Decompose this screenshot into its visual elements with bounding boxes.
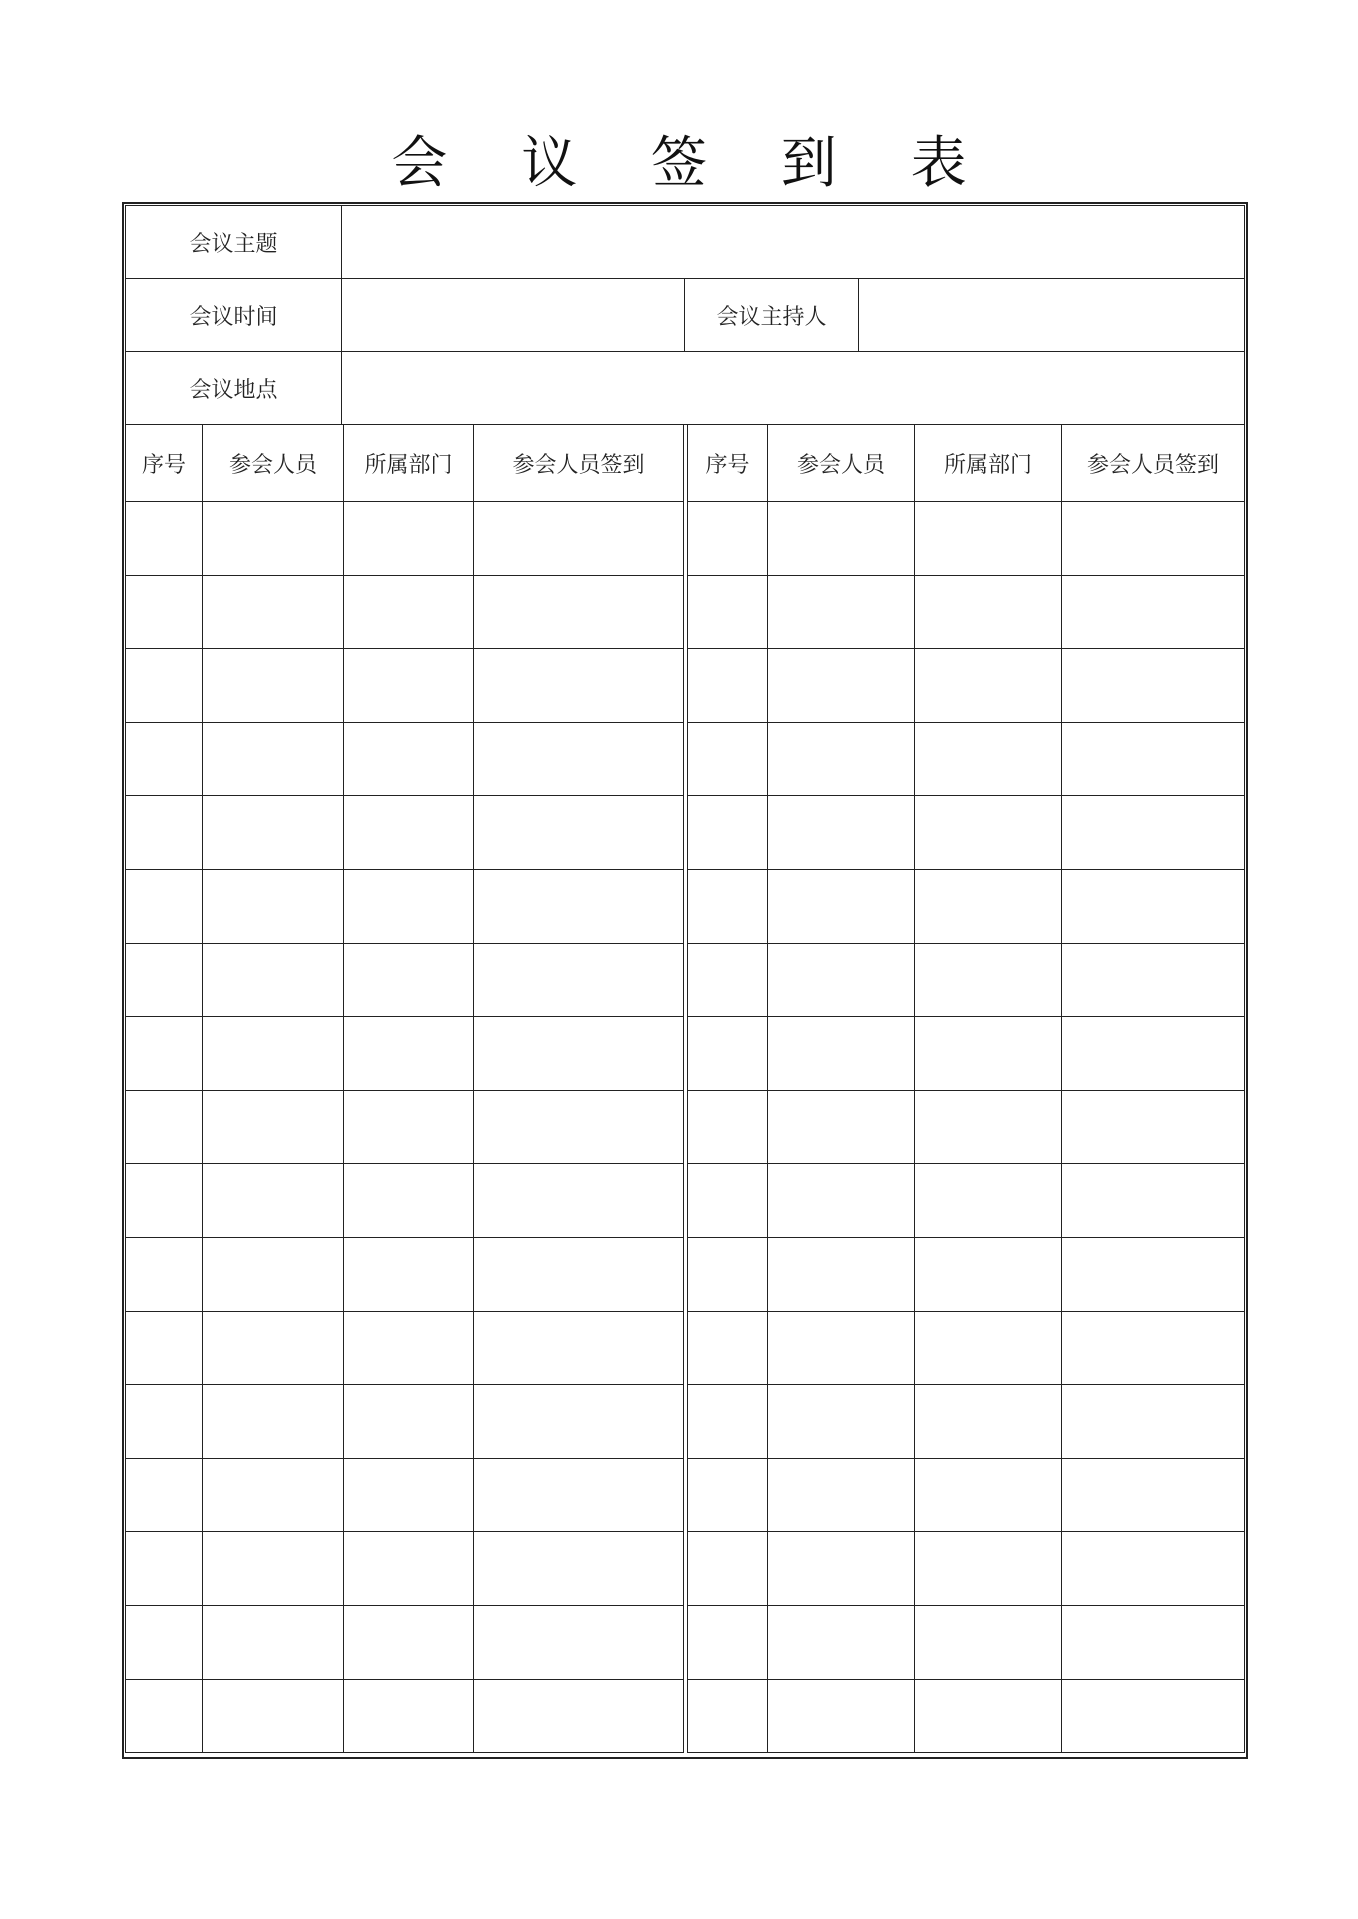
table-cell-signature[interactable] [473, 869, 684, 944]
table-cell-attendee-name[interactable] [767, 575, 915, 650]
table-cell-department[interactable] [343, 1163, 474, 1238]
table-cell-signature[interactable] [1061, 1679, 1245, 1754]
table-cell-attendee-name[interactable] [767, 1679, 915, 1754]
table-cell-attendee-name[interactable] [767, 1237, 915, 1312]
table-cell-signature[interactable] [473, 1163, 684, 1238]
table-cell-seq-no [687, 1016, 768, 1091]
table-cell-attendee-name[interactable] [202, 1163, 344, 1238]
meeting-host-field[interactable] [858, 278, 1245, 352]
table-cell-department[interactable] [914, 1311, 1062, 1386]
table-cell-department[interactable] [914, 1458, 1062, 1533]
table-cell-seq-no [687, 1531, 768, 1606]
table-cell-attendee-name[interactable] [202, 722, 344, 797]
table-cell-signature[interactable] [1061, 1163, 1245, 1238]
table-cell-seq-no [687, 1384, 768, 1459]
table-cell-department[interactable] [914, 1605, 1062, 1680]
table-cell-department[interactable] [914, 1531, 1062, 1606]
table-cell-signature[interactable] [473, 1458, 684, 1533]
table-cell-attendee-name[interactable] [202, 501, 344, 576]
table-cell-department[interactable] [343, 1384, 474, 1459]
table-cell-signature[interactable] [473, 722, 684, 797]
table-cell-attendee-name[interactable] [767, 795, 915, 870]
table-cell-department[interactable] [914, 1384, 1062, 1459]
table-cell-attendee-name[interactable] [767, 1605, 915, 1680]
table-cell-attendee-name[interactable] [767, 943, 915, 1018]
table-cell-seq-no [687, 1311, 768, 1386]
table-cell-seq-no [687, 722, 768, 797]
table-cell-signature[interactable] [1061, 1016, 1245, 1091]
table-cell-signature[interactable] [1061, 869, 1245, 944]
table-cell-signature[interactable] [1061, 575, 1245, 650]
table-cell-department[interactable] [343, 1090, 474, 1165]
table-cell-seq-no [687, 501, 768, 576]
table-cell-attendee-name[interactable] [202, 1458, 344, 1533]
table-cell-signature[interactable] [473, 1016, 684, 1091]
table-cell-department[interactable] [343, 722, 474, 797]
table-cell-seq-no [125, 1090, 203, 1165]
table-cell-attendee-name[interactable] [202, 648, 344, 723]
meeting-location-label: 会议地点 [125, 351, 342, 425]
table-cell-department[interactable] [914, 1679, 1062, 1754]
table-cell-attendee-name[interactable] [767, 501, 915, 576]
table-cell-seq-no [687, 575, 768, 650]
table-cell-signature[interactable] [1061, 943, 1245, 1018]
table-cell-department[interactable] [343, 869, 474, 944]
table-cell-department[interactable] [343, 1679, 474, 1754]
table-cell-department[interactable] [343, 943, 474, 1018]
table-cell-signature[interactable] [473, 1237, 684, 1312]
table-cell-signature[interactable] [1061, 648, 1245, 723]
table-cell-attendee-name[interactable] [767, 1163, 915, 1238]
table-header-seq-no: 序号 [687, 424, 768, 502]
table-cell-department[interactable] [914, 795, 1062, 870]
table-cell-department[interactable] [343, 1311, 474, 1386]
table-cell-seq-no [125, 1458, 203, 1533]
table-cell-attendee-name[interactable] [202, 1384, 344, 1459]
table-cell-seq-no [125, 1531, 203, 1606]
table-cell-seq-no [687, 1163, 768, 1238]
table-cell-signature[interactable] [1061, 1237, 1245, 1312]
table-cell-attendee-name[interactable] [202, 1090, 344, 1165]
table-cell-seq-no [687, 1458, 768, 1533]
table-cell-seq-no [125, 501, 203, 576]
table-cell-attendee-name[interactable] [767, 869, 915, 944]
table-cell-signature[interactable] [473, 1090, 684, 1165]
table-cell-department[interactable] [914, 1237, 1062, 1312]
table-cell-department[interactable] [914, 648, 1062, 723]
table-cell-attendee-name[interactable] [202, 1311, 344, 1386]
table-header-department: 所属部门 [914, 424, 1062, 502]
table-cell-signature[interactable] [1061, 1605, 1245, 1680]
table-cell-signature[interactable] [1061, 1531, 1245, 1606]
table-cell-signature[interactable] [473, 1605, 684, 1680]
table-cell-signature[interactable] [473, 1311, 684, 1386]
table-header-attendee-name: 参会人员 [202, 424, 344, 502]
table-cell-seq-no [125, 795, 203, 870]
table-cell-attendee-name[interactable] [202, 1605, 344, 1680]
table-cell-attendee-name[interactable] [202, 795, 344, 870]
table-header-seq-no: 序号 [125, 424, 203, 502]
table-cell-department[interactable] [914, 1163, 1062, 1238]
table-header-signature: 参会人员签到 [1061, 424, 1245, 502]
table-cell-signature[interactable] [473, 1679, 684, 1754]
table-cell-signature[interactable] [1061, 1384, 1245, 1459]
table-cell-seq-no [687, 943, 768, 1018]
table-cell-attendee-name[interactable] [202, 943, 344, 1018]
table-cell-department[interactable] [343, 575, 474, 650]
table-cell-department[interactable] [343, 501, 474, 576]
table-cell-department[interactable] [914, 869, 1062, 944]
table-cell-attendee-name[interactable] [767, 722, 915, 797]
table-cell-attendee-name[interactable] [767, 1531, 915, 1606]
table-cell-seq-no [125, 1311, 203, 1386]
table-cell-attendee-name[interactable] [202, 1679, 344, 1754]
table-cell-attendee-name[interactable] [202, 575, 344, 650]
meeting-topic-field[interactable] [341, 205, 1245, 279]
table-cell-department[interactable] [914, 1090, 1062, 1165]
table-cell-seq-no [125, 722, 203, 797]
table-cell-department[interactable] [343, 1458, 474, 1533]
table-cell-seq-no [687, 869, 768, 944]
table-cell-seq-no [125, 1384, 203, 1459]
table-cell-signature[interactable] [473, 1384, 684, 1459]
meeting-topic-label: 会议主题 [125, 205, 342, 279]
table-cell-signature[interactable] [1061, 1090, 1245, 1165]
table-cell-signature[interactable] [473, 501, 684, 576]
table-cell-department[interactable] [343, 1605, 474, 1680]
meeting-time-label: 会议时间 [125, 278, 342, 352]
table-cell-signature[interactable] [473, 648, 684, 723]
sign-in-form [125, 205, 1245, 1756]
table-cell-department[interactable] [343, 1016, 474, 1091]
table-cell-seq-no [125, 575, 203, 650]
table-cell-attendee-name[interactable] [202, 1016, 344, 1091]
table-cell-seq-no [125, 1237, 203, 1312]
table-cell-seq-no [687, 1679, 768, 1754]
table-cell-signature[interactable] [473, 1531, 684, 1606]
table-cell-attendee-name[interactable] [767, 1384, 915, 1459]
table-cell-department[interactable] [914, 1016, 1062, 1091]
meeting-time-field[interactable] [341, 278, 685, 352]
table-cell-attendee-name[interactable] [767, 1016, 915, 1091]
table-cell-seq-no [125, 1016, 203, 1091]
table-cell-seq-no [125, 1163, 203, 1238]
table-cell-attendee-name[interactable] [202, 1237, 344, 1312]
table-cell-seq-no [687, 795, 768, 870]
table-cell-department[interactable] [343, 1531, 474, 1606]
table-cell-attendee-name[interactable] [202, 869, 344, 944]
table-cell-signature[interactable] [1061, 722, 1245, 797]
table-cell-seq-no [125, 943, 203, 1018]
table-header-department: 所属部门 [343, 424, 474, 502]
table-cell-department[interactable] [914, 501, 1062, 576]
meeting-location-field[interactable] [341, 351, 1245, 425]
table-cell-signature[interactable] [473, 795, 684, 870]
table-cell-department[interactable] [914, 575, 1062, 650]
table-cell-attendee-name[interactable] [767, 648, 915, 723]
table-cell-seq-no [125, 648, 203, 723]
table-header-attendee-name: 参会人员 [767, 424, 915, 502]
table-cell-signature[interactable] [1061, 1458, 1245, 1533]
table-cell-seq-no [125, 1605, 203, 1680]
table-cell-attendee-name[interactable] [767, 1311, 915, 1386]
meeting-host-label: 会议主持人 [684, 278, 859, 352]
table-cell-seq-no [687, 1090, 768, 1165]
table-cell-department[interactable] [343, 795, 474, 870]
table-cell-attendee-name[interactable] [767, 1458, 915, 1533]
page-title: 会 议 签 到 表 [391, 131, 995, 196]
table-cell-department[interactable] [343, 1237, 474, 1312]
table-cell-seq-no [687, 648, 768, 723]
table-cell-attendee-name[interactable] [767, 1090, 915, 1165]
table-cell-seq-no [125, 869, 203, 944]
table-cell-signature[interactable] [1061, 795, 1245, 870]
table-cell-attendee-name[interactable] [202, 1531, 344, 1606]
table-cell-signature[interactable] [473, 575, 684, 650]
table-cell-seq-no [125, 1679, 203, 1754]
table-cell-signature[interactable] [1061, 1311, 1245, 1386]
table-cell-department[interactable] [914, 943, 1062, 1018]
table-header-signature: 参会人员签到 [473, 424, 684, 502]
table-cell-signature[interactable] [473, 943, 684, 1018]
table-cell-department[interactable] [343, 648, 474, 723]
table-cell-department[interactable] [914, 722, 1062, 797]
table-cell-seq-no [687, 1237, 768, 1312]
table-cell-signature[interactable] [1061, 501, 1245, 576]
table-cell-seq-no [687, 1605, 768, 1680]
